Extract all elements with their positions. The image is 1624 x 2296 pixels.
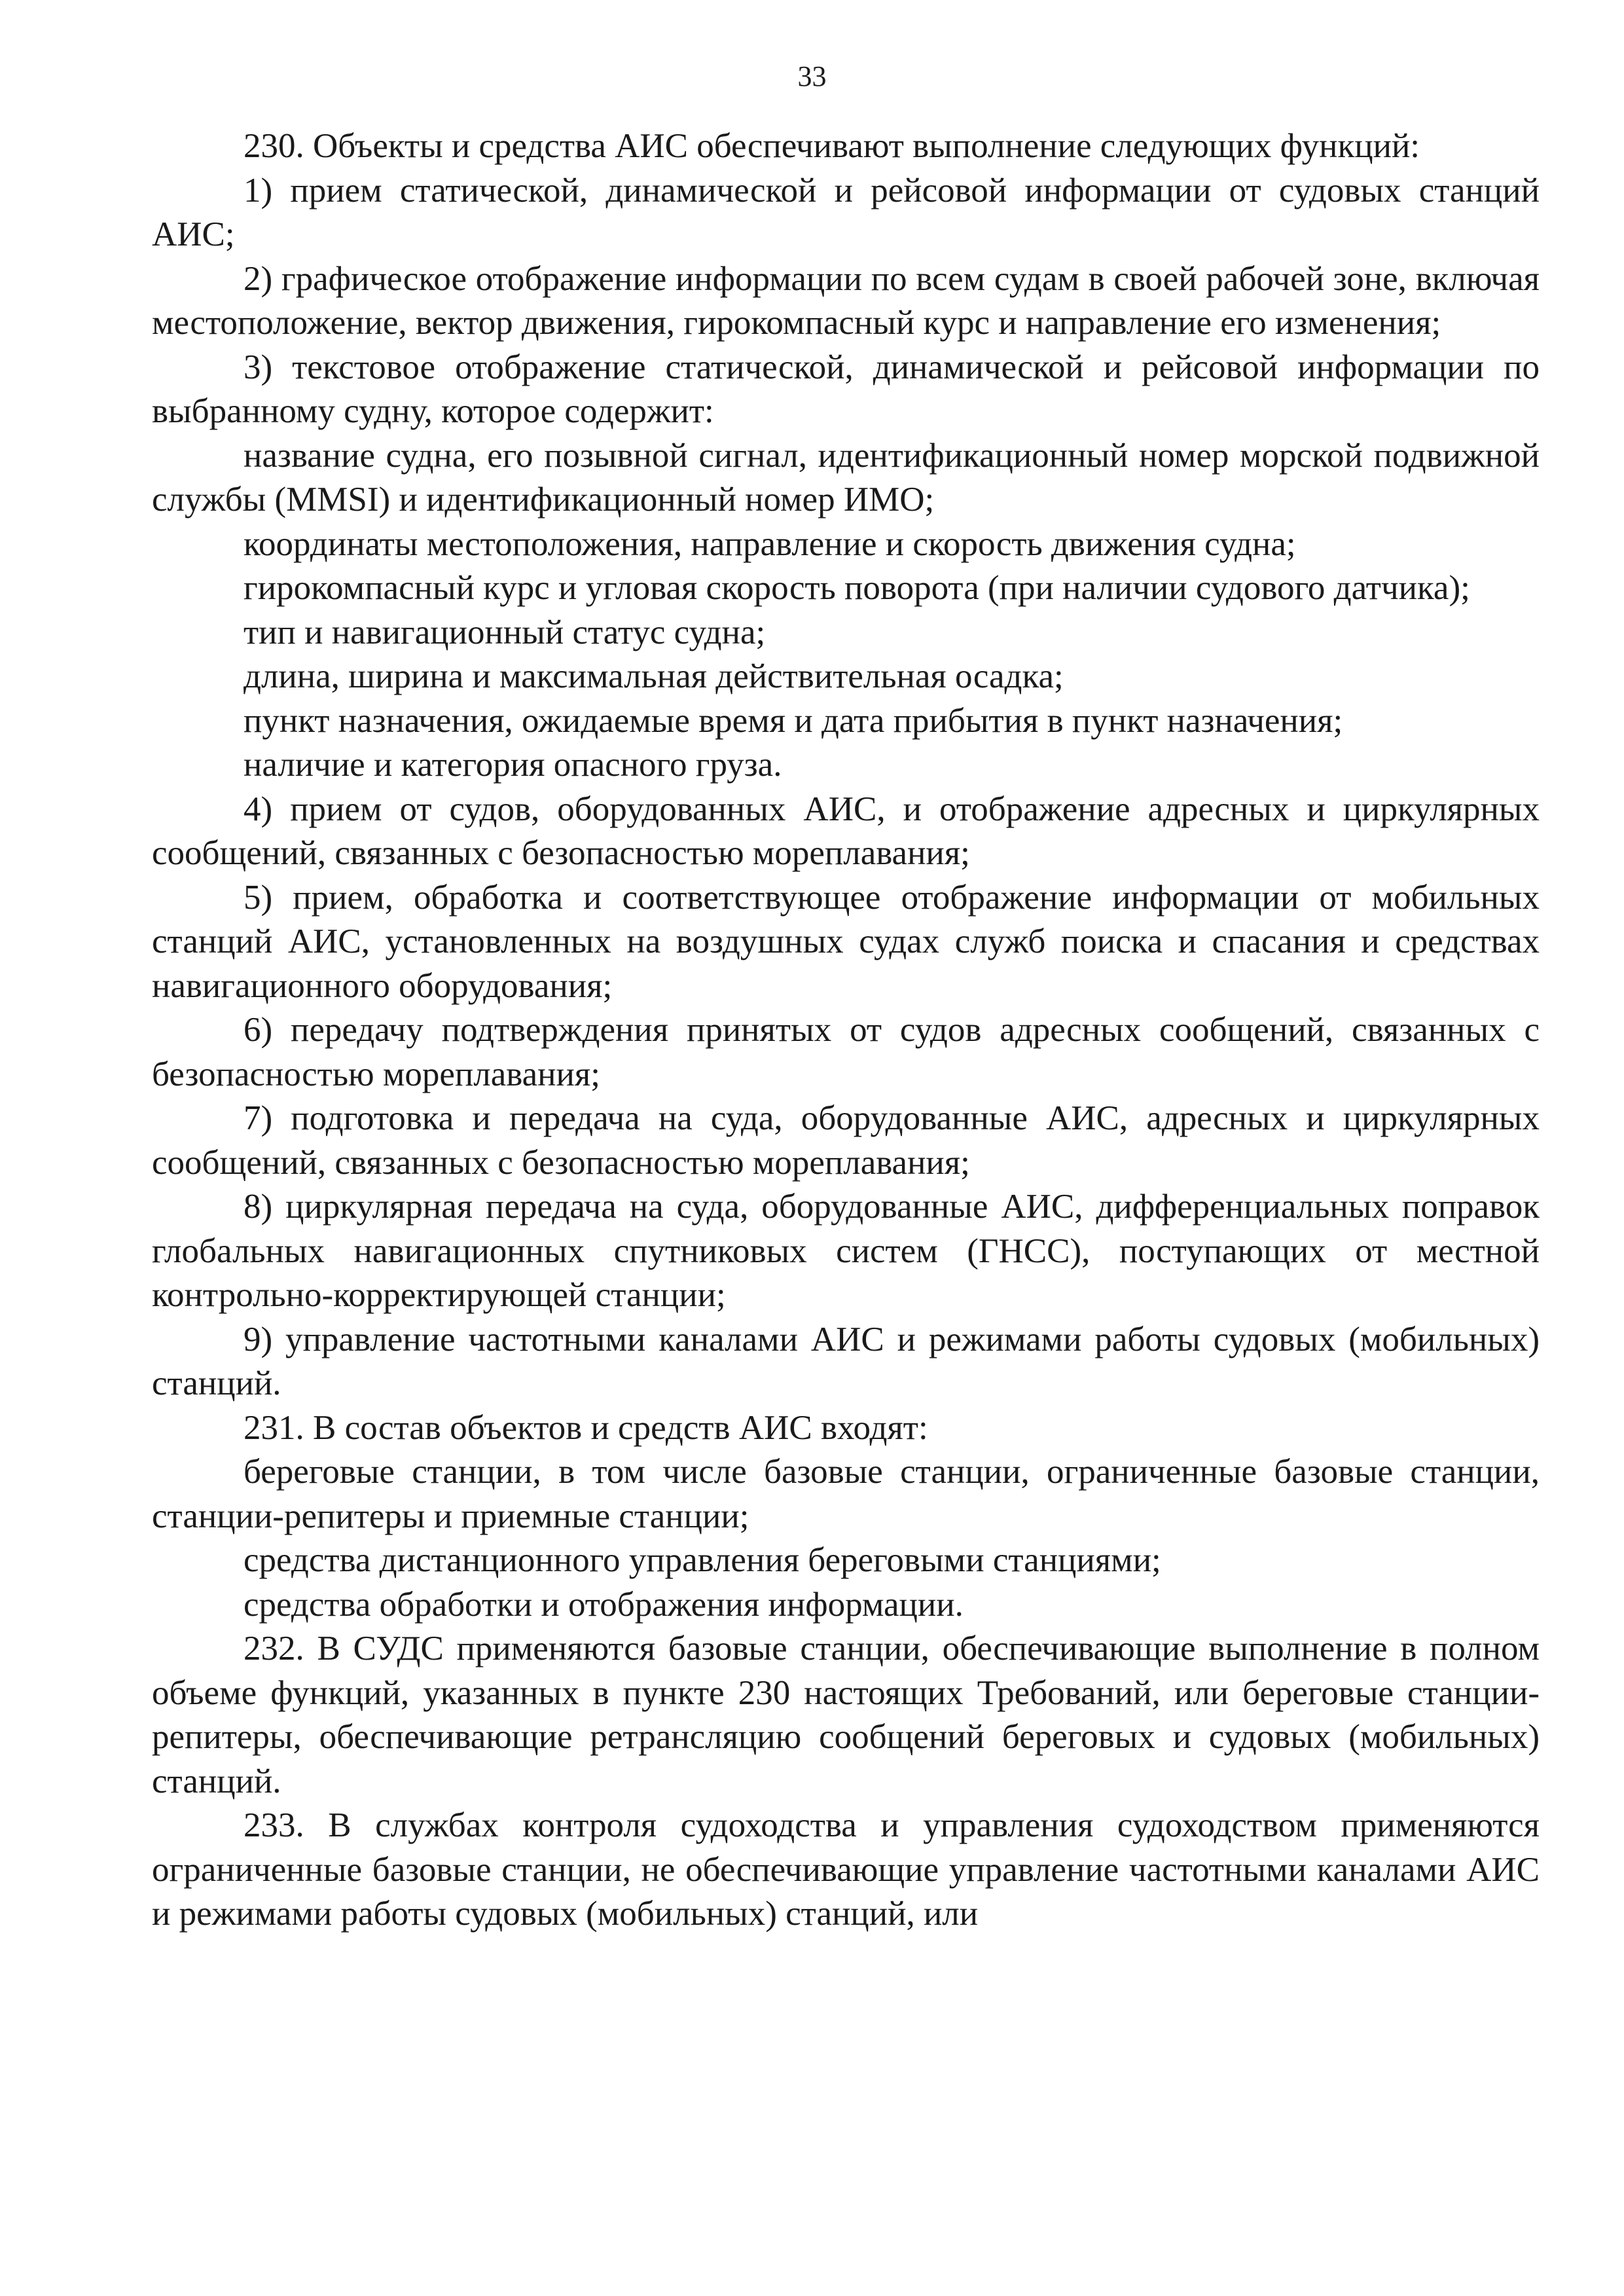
sub-item-ship-type: тип и навигационный статус судна; [244,613,766,651]
paragraph-231: 231. В состав объектов и средств АИС входят: [244,1408,928,1447]
list-item-4: 4) прием от судов, оборудованных АИС, и отображение адресных и циркулярных сообщений, связанных с безопасностью мореплавания; [152,790,1540,872]
list-item-9: 9) управление частотными каналами АИС и режимами работы судовых (мобильных) станций. [152,1320,1540,1402]
sub-item-shore-stations: береговые станции, в том числе базовые станции, ограниченные базовые станции, станции-репитеры и приемные станции; [152,1453,1540,1535]
list-item-2: 2) графическое отображение информации по всем судам в своей рабочей зоне, включая местоположение, вектор движения, гирокомпасный курс и направление его изменения; [152,259,1540,342]
sub-item-cargo: наличие и категория опасного груза. [244,746,782,784]
sub-item-gyrocompass: гирокомпасный курс и угловая скорость поворота (при наличии судового датчика); [244,569,1470,607]
list-item-3: 3) текстовое отображение статической, динамической и рейсовой информации по выбранному судну, которое содержит: [152,348,1540,430]
sub-item-coordinates: координаты местоположения, направление и скорость движения судна; [244,524,1296,563]
sub-item-ship-name: название судна, его позывной сигнал, идентификационный номер морской подвижной службы (MMSI) и идентификационный номер ИМО; [152,436,1540,519]
list-item-8: 8) циркулярная передача на суда, оборудованные АИС, дифференциальных поправок глобальных навигационных спутниковых систем (ГНСС), поступающих от местной контрольно-корректирующей станции; [152,1188,1540,1314]
sub-item-remote-control: средства дистанционного управления береговыми станциями; [244,1541,1161,1579]
list-item-5: 5) прием, обработка и соответствующее отображение информации от мобильных станций АИС, установленных на воздушных судах служб поиска и спасания и средствах навигационного оборудования; [152,878,1540,1005]
paragraph-232: 232. В СУДС применяются базовые станции, обеспечивающие выполнение в полном объеме функций, указанных в пункте 230 настоящих Требований, или береговые станции-репитеры, обеспечивающие ретрансляцию сообщений береговых и судовых (мобильных) станций. [152,1630,1540,1800]
paragraph-233: 233. В службах контроля судоходства и управления судоходством применяются ограниченные базовые станции, не обеспечивающие управление частотными каналами АИС и режимами работы судовых (мобильных) станций, или [152,1806,1540,1933]
paragraph-230: 230. Объекты и средства АИС обеспечивают выполнение следующих функций: [244,127,1420,165]
list-item-6: 6) передачу подтверждения принятых от судов адресных сообщений, связанных с безопасностью мореплавания; [152,1011,1540,1093]
document-body [152,124,1540,1937]
list-item-1: 1) прием статической, динамической и рейсовой информации от судовых станций АИС; [152,171,1540,253]
list-item-7: 7) подготовка и передача на суда, оборудованные АИС, адресных и циркулярных сообщений, связанных с безопасностью мореплавания; [152,1099,1540,1182]
sub-item-dimensions: длина, ширина и максимальная действительная осадка; [244,657,1064,695]
sub-item-destination: пункт назначения, ожидаемые время и дата прибытия в пункт назначения; [244,701,1343,740]
page-number: 33 [797,60,827,92]
sub-item-processing: средства обработки и отображения информации. [244,1585,964,1624]
